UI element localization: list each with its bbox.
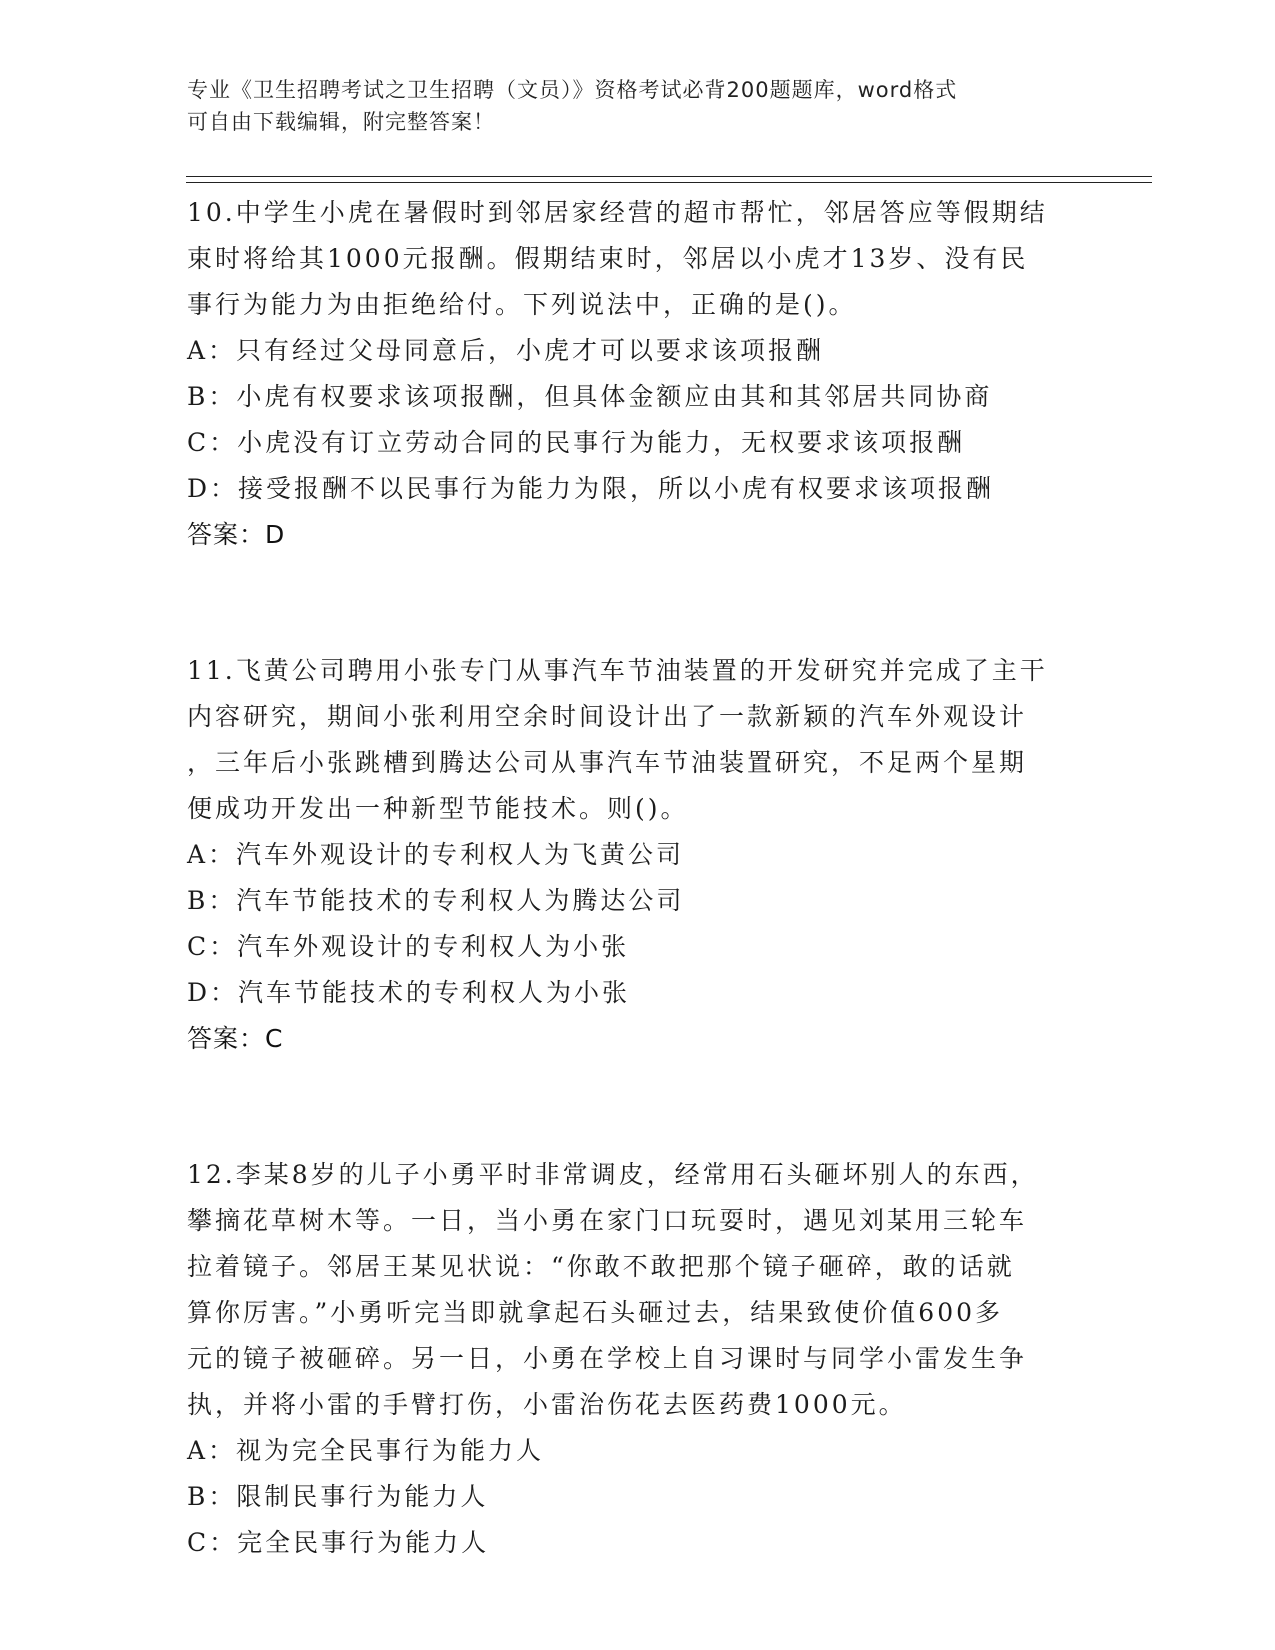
question-text-line: 10.中学生小虎在暑假时到邻居家经营的超市帮忙，邻居答应等假期结 — [187, 198, 1048, 227]
question-text-line: 11.飞黄公司聘用小张专门从事汽车节油装置的开发研究并完成了主干 — [187, 656, 1048, 685]
question-text-line: 执，并将小雷的手臂打伤，小雷治伤花去医药费1000元。 — [187, 1390, 907, 1419]
question-text-line: 便成功开发出一种新型节能技术。则()。 — [187, 794, 689, 823]
question-10 — [187, 190, 1087, 558]
option-c: C：完全民事行为能力人 — [187, 1528, 490, 1557]
option-a: A：视为完全民事行为能力人 — [187, 1436, 545, 1465]
answer-label: 答案：D — [187, 520, 286, 549]
option-c: C：汽车外观设计的专利权人为小张 — [187, 932, 630, 961]
question-text-line: 元的镜子被砸碎。另一日，小勇在学校上自习课时与同学小雷发生争 — [187, 1344, 1028, 1373]
header-line-1: 专业《卫生招聘考试之卫生招聘（文员）》资格考试必背200题题库，word格式 — [187, 78, 958, 102]
question-text-line: 束时将给其1000元报酬。假期结束时，邻居以小虎才13岁、没有民 — [187, 244, 1029, 273]
question-text-line: 12.李某8岁的儿子小勇平时非常调皮，经常用石头砸坏别人的东西， — [187, 1160, 1039, 1189]
document-header — [187, 74, 1067, 138]
option-d: D：接受报酬不以民事行为能力为限，所以小虎有权要求该项报酬 — [187, 474, 995, 503]
option-a: A：汽车外观设计的专利权人为飞黄公司 — [187, 840, 685, 869]
header-divider — [186, 176, 1152, 183]
question-11 — [187, 648, 1087, 1062]
answer-label: 答案：C — [187, 1024, 284, 1053]
question-text-line: 内容研究，期间小张利用空余时间设计出了一款新颖的汽车外观设计 — [187, 702, 1028, 731]
question-text-line: 算你厉害。”小勇听完当即就拿起石头砸过去，结果致使价值600多 — [187, 1298, 1004, 1327]
option-d: D：汽车节能技术的专利权人为小张 — [187, 978, 631, 1007]
option-c: C：小虎没有订立劳动合同的民事行为能力，无权要求该项报酬 — [187, 428, 966, 457]
question-text-line: ，三年后小张跳槽到腾达公司从事汽车节油装置研究，不足两个星期 — [187, 748, 1028, 777]
question-list — [187, 190, 1087, 1566]
option-b: B：汽车节能技术的专利权人为腾达公司 — [187, 886, 685, 915]
question-12 — [187, 1152, 1087, 1566]
option-b: B：限制民事行为能力人 — [187, 1482, 489, 1511]
question-text-line: 攀摘花草树木等。一日，当小勇在家门口玩耍时，遇见刘某用三轮车 — [187, 1206, 1028, 1235]
question-text-line: 事行为能力为由拒绝给付。下列说法中，正确的是()。 — [187, 290, 857, 319]
option-b: B：小虎有权要求该项报酬，但具体金额应由其和其邻居共同协商 — [187, 382, 993, 411]
option-a: A：只有经过父母同意后，小虎才可以要求该项报酬 — [187, 336, 825, 365]
question-text-line: 拉着镜子。邻居王某见状说：“你敢不敢把那个镜子砸碎，敢的话就 — [187, 1252, 1015, 1281]
header-line-2: 可自由下载编辑，附完整答案！ — [187, 110, 495, 134]
